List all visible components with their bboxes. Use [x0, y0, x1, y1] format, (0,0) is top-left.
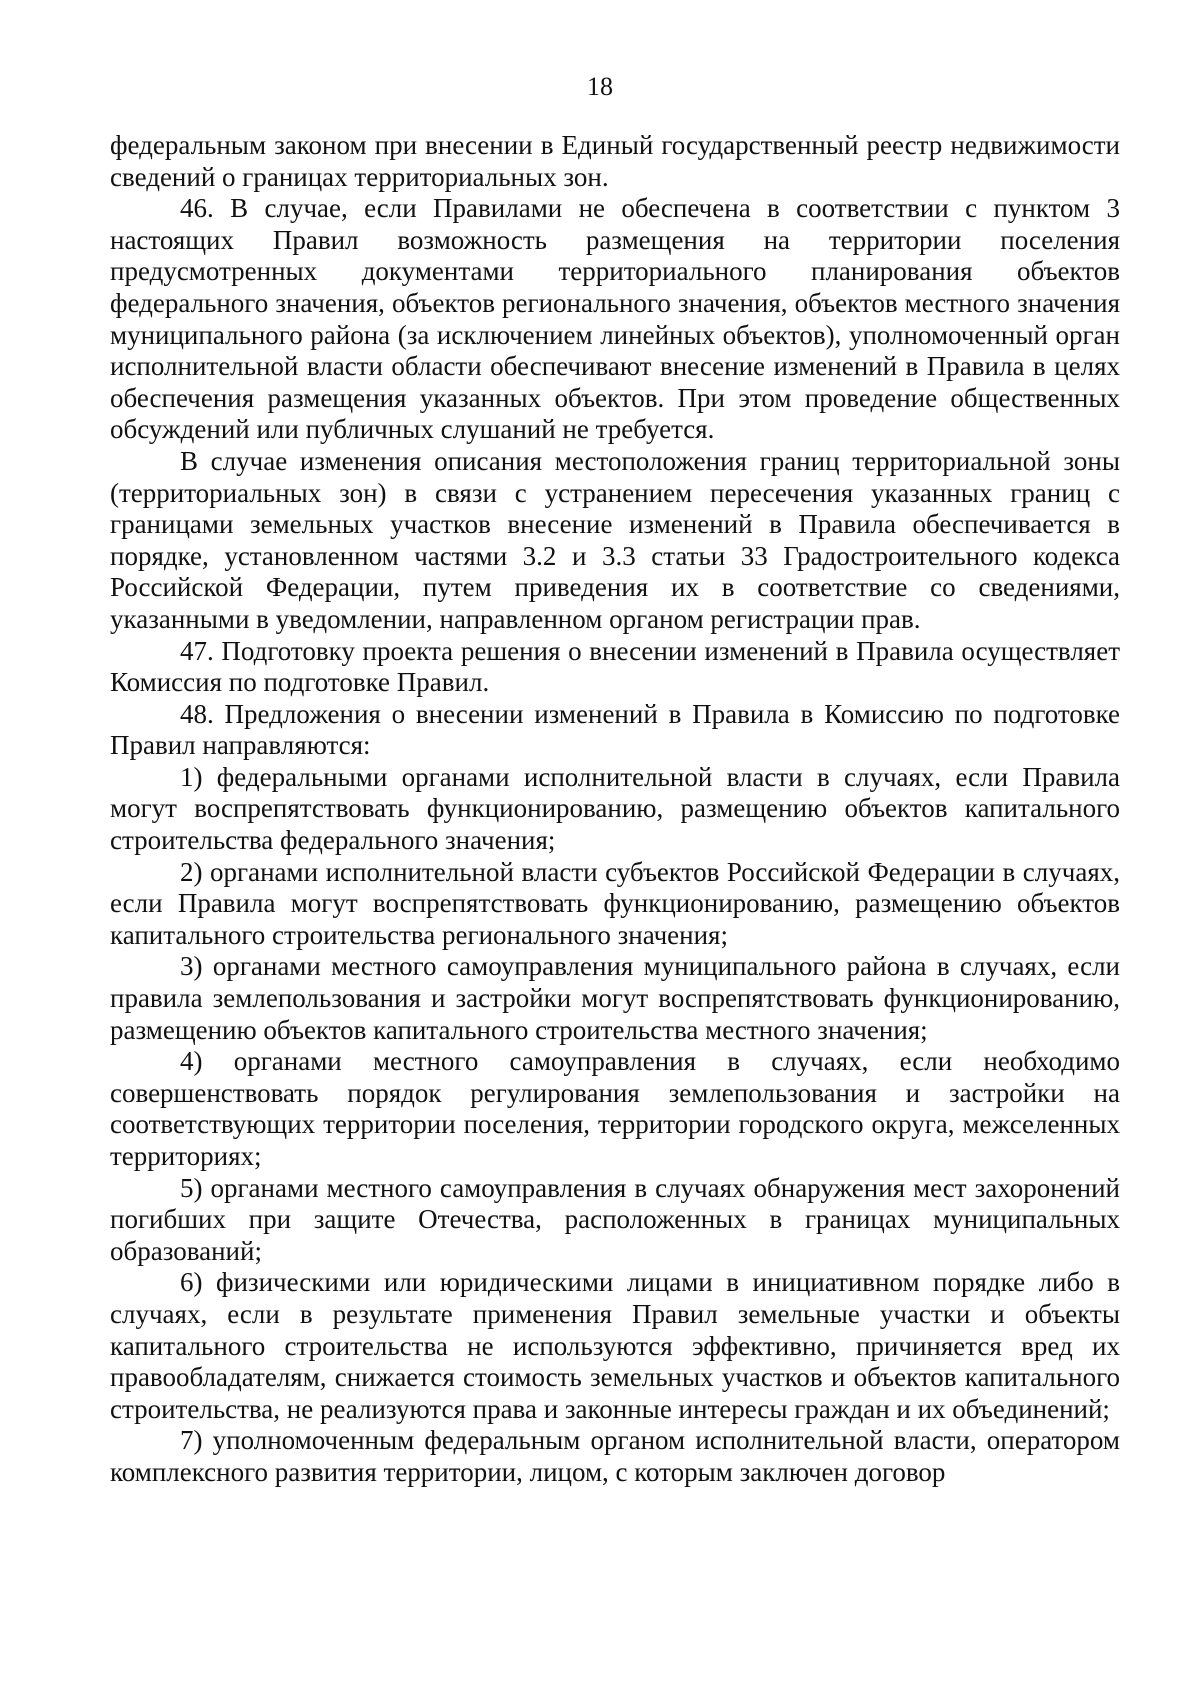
- paragraph-46-boundary-change: В случае изменения описания местоположения границ территориальной зоны (территориальных зон) в связи с устранением пересечения указанных границ с границами земельных участков внесение изменений в Правила обеспечивается в порядке, установленном частями 3.2 и 3.3 статьи 33 Градостроительного кодекса Российской Федерации, путем приведения их в соответствие со сведениями, указанными в уведомлении, направленном органом регистрации прав.: [110, 445, 1120, 634]
- list-item-6: 6) физическими или юридическими лицами в инициативном порядке либо в случаях, если в результате применения Правил земельные участки и объекты капитального строительства не используются эффективно, причиняется вред их правообладателям, снижается стоимость земельных участков и объектов капитального строительства, не реализуются права и законные интересы граждан и их объединений;: [110, 1267, 1120, 1424]
- page-number: 18: [587, 72, 613, 101]
- list-item-1: 1) федеральными органами исполнительной власти в случаях, если Правила могут воспрепятствовать функционированию, размещению объектов капитального строительства федерального значения;: [110, 761, 1120, 856]
- document-body: [110, 130, 1120, 1489]
- list-item-2: 2) органами исполнительной власти субъектов Российской Федерации в случаях, если Правила могут воспрепятствовать функционированию, размещению объектов капитального строительства регионального значения;: [110, 856, 1120, 950]
- list-item-7: 7) уполномоченным федеральным органом исполнительной власти, оператором комплексного развития территории, лицом, с которым заключен договор: [110, 1425, 1120, 1487]
- paragraph-47: 47. Подготовку проекта решения о внесении изменений в Правила осуществляет Комиссия по подготовке Правил.: [110, 635, 1120, 698]
- paragraph-48: 48. Предложения о внесении изменений в Правила в Комиссию по подготовке Правил направляются:: [110, 698, 1120, 761]
- list-item-3: 3) органами местного самоуправления муниципального района в случаях, если правила землепользования и застройки могут воспрепятствовать функционированию, размещению объектов капитального строительства местного значения;: [110, 951, 1120, 1045]
- list-item-5: 5) органами местного самоуправления в случаях обнаружения мест захоронений погибших при защите Отечества, расположенных в границах муниципальных образований;: [110, 1172, 1120, 1266]
- list-item-4: 4) органами местного самоуправления в случаях, если необходимо совершенствовать порядок регулирования землепользования и застройки на соответствующих территории поселения, территории городского округа, межселенных территориях;: [110, 1046, 1120, 1171]
- paragraph-continuation: федеральным законом при внесении в Единый государственный реестр недвижимости сведений о границах территориальных зон.: [110, 130, 1120, 192]
- paragraph-46: 46. В случае, если Правилами не обеспечена в соответствии с пунктом 3 настоящих Правил возможность размещения на территории поселения предусмотренных документами территориального планирования объектов федерального значения, объектов регионального значения, объектов местного значения муниципального района (за исключением линейных объектов), уполномоченный орган исполнительной власти области обеспечивают внесение изменений в Правила в целях обеспечения размещения указанных объектов. При этом проведение общественных обсуждений или публичных слушаний не требуется.: [110, 193, 1120, 445]
